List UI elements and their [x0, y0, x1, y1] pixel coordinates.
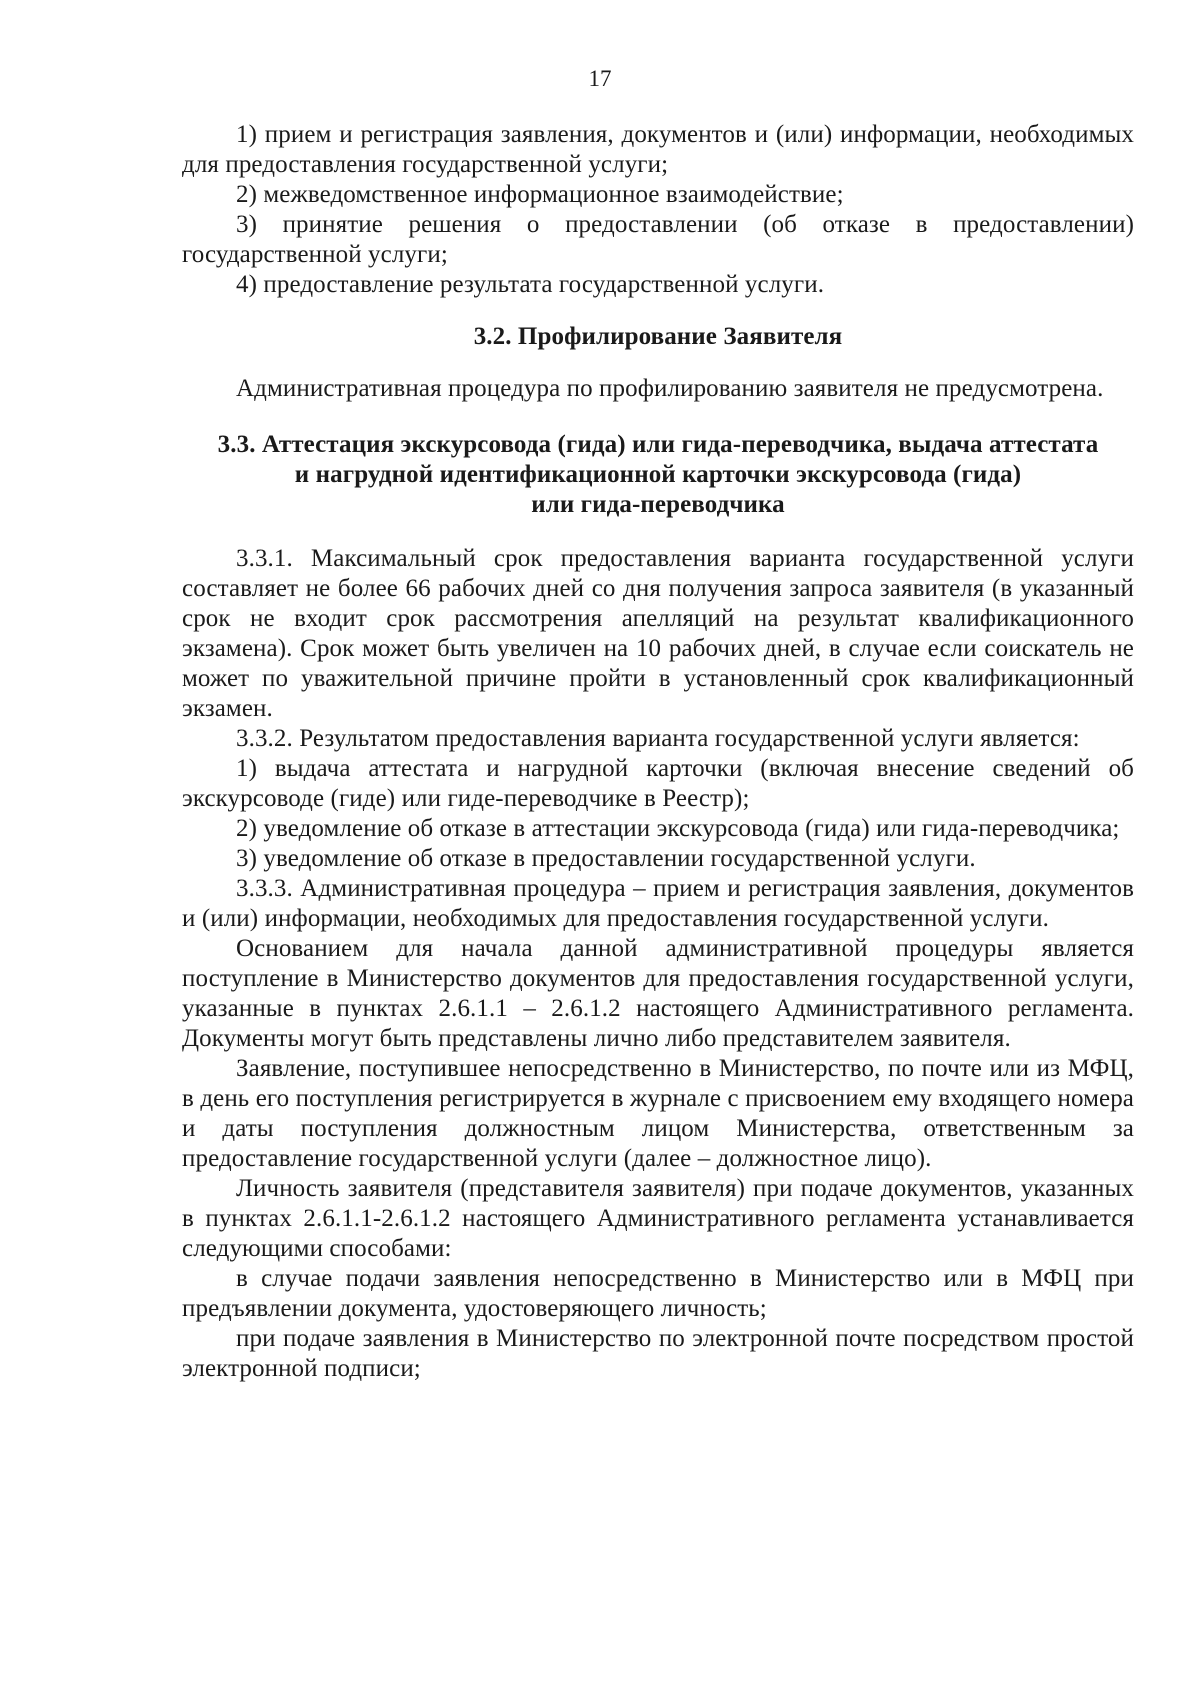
paragraph: 2) уведомление об отказе в аттестации экскурсовода (гида) или гида-переводчика;: [236, 815, 1120, 842]
paragraph: 3.3.3. Административная процедура – прием и регистрация заявления, документов и (или) информации, необходимых для предоставления государственной услуги.: [182, 875, 1134, 932]
page-number: 17: [588, 66, 612, 91]
section-heading-3-3: [182, 430, 1134, 520]
paragraph: в случае подачи заявления непосредственно в Министерство или в МФЦ при предъявлении документа, удостоверяющего личность;: [182, 1265, 1134, 1322]
heading-line: или гида-переводчика: [531, 491, 785, 518]
paragraph: при подаче заявления в Министерство по электронной почте посредством простой электронной подписи;: [182, 1325, 1134, 1382]
paragraph: 1) выдача аттестата и нагрудной карточки (включая внесение сведений об экскурсоводе (гиде) или гиде-переводчике в Реестр);: [182, 755, 1134, 812]
section-heading-3-2: 3.2. Профилирование Заявителя: [473, 323, 843, 350]
heading-line: и нагрудной идентификационной карточки экскурсовода (гида): [294, 461, 1022, 488]
procedures-list: [182, 120, 1134, 300]
paragraph: 3.3.1. Максимальный срок предоставления варианта государственной услуги составляет не более 66 рабочих дней со дня получения запроса заявителя (в указанный срок не входит срок рассмотрения апелляций на результат квалификационного экзамена). Срок может быть увеличен на 10 рабочих дней, в случае если соискатель не может по уважительной причине пройти в установленный срок квалификационный экзамен.: [182, 545, 1134, 722]
heading-line: 3.3. Аттестация экскурсовода (гида) или гида-переводчика, выдача аттестата: [217, 431, 1099, 458]
list-item: 4) предоставление результата государственной услуги.: [236, 271, 825, 298]
paragraph: Административная процедура по профилированию заявителя не предусмотрена.: [236, 375, 1104, 402]
paragraph: 3.3.2. Результатом предоставления варианта государственной услуги является:: [236, 725, 1080, 752]
list-item: 2) межведомственное информационное взаимодействие;: [236, 181, 844, 208]
list-item: 3) принятие решения о предоставлении (об отказе в предоставлении) государственной услуги;: [182, 211, 1134, 268]
list-item: 1) прием и регистрация заявления, документов и (или) информации, необходимых для предоставления государственной услуги;: [182, 121, 1134, 178]
document-body: [182, 120, 1134, 1384]
paragraph: Основанием для начала данной административной процедуры является поступление в Министерство документов для предоставления государственной услуги, указанные в пунктах 2.6.1.1 – 2.6.1.2 настоящего Административного регламента. Документы могут быть представлены лично либо представителем заявителя.: [182, 935, 1134, 1052]
paragraph: 3) уведомление об отказе в предоставлении государственной услуги.: [236, 845, 976, 872]
paragraph: Личность заявителя (представителя заявителя) при подаче документов, указанных в пунктах 2.6.1.1-2.6.1.2 настоящего Административного регламента устанавливается следующими способами:: [182, 1175, 1134, 1262]
paragraph: Заявление, поступившее непосредственно в Министерство, по почте или из МФЦ, в день его поступления регистрируется в журнале с присвоением ему входящего номера и даты поступления должностным лицом Министерства, ответственным за предоставление государственной услуги (далее – должностное лицо).: [182, 1055, 1134, 1172]
